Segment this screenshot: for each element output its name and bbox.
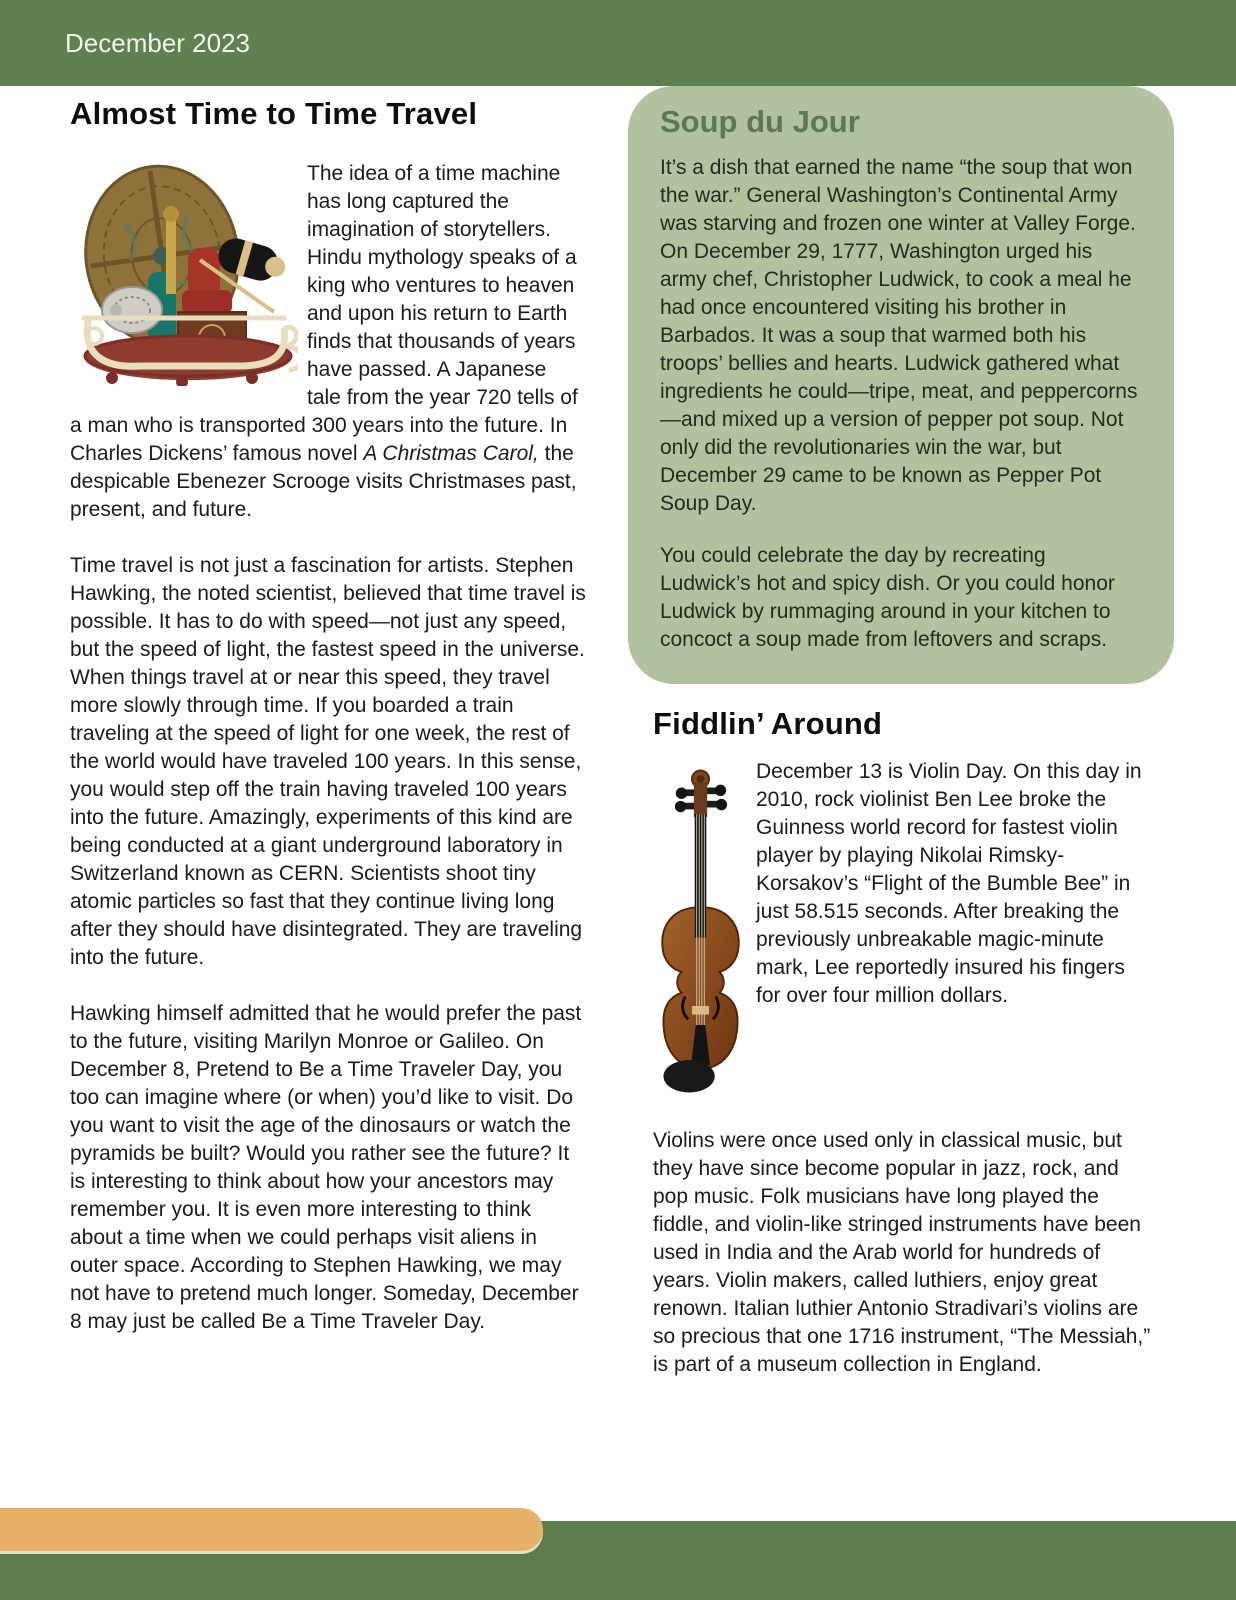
time-machine-image [70, 160, 298, 386]
paragraph-text: the despicable Ebenezer Scrooge visits Christmases past, present, and future. [70, 442, 577, 521]
soup-paragraph-2: You could celebrate the day by recreating Ludwick’s hot and spicy dish. Or you could honor Ludwick by rummaging around in your kitchen to concoct a soup made from leftovers and scraps. [660, 544, 1115, 651]
issue-date: December 2023 [65, 27, 250, 58]
violin-paragraph-1: December 13 is Violin Day. On this day in 2010, rock violinist Ben Lee broke the Guinness world record for fastest violin player by playing Nikolai Rimsky-Korsakov’s “Flight of the Bumble Bee” in just 58.515 seconds. After breaking the previously unbreakable magic-minute mark, Lee reportedly insured his fingers for over four million dollars. [756, 760, 1142, 1007]
soup-article [660, 154, 1141, 654]
fiddlin-title: Fiddlin’ Around [653, 706, 883, 741]
soup-paragraph-1: It’s a dish that earned the name “the soup that won the war.” General Washington’s Continental Army was starving and frozen one winter at Valley Forge. On December 29, 1777, Washington urged his army chef, Christopher Ludwick, to cook a meal he had once encountered visiting his brother in Barbados. It was a soup that warmed both his troops’ bellies and hearts. Ludwick gathered what ingredients he could—tripe, meat, and peppercorns—and mixed up a version of pepper pot soup. Not only did the revolutionaries win the war, but December 29 came to be known as Pepper Pot Soup Day. [660, 156, 1138, 515]
time-travel-paragraph-2: Time travel is not just a fascination for artists. Stephen Hawking, the noted scientist, believed that time travel is possible. It has to do with speed—not just any speed, but the speed of light, the fastest speed in the universe. When things travel at or near this speed, they travel more slowly through time. If you boarded a train traveling at the speed of light for one week, the rest of the world would have traveled 100 years. In this sense, you would step off the train having traveled 100 years into the future. Amazingly, experiments of this kind are being conducted at a giant underground laboratory in Switzerland known as CERN. Scientists shoot tiny atomic particles so fast that they continue living long after they should have disintegrated. They are traveling into the future. [70, 554, 586, 969]
violin-paragraph-2: Violins were once used only in classical music, but they have since become popular in jazz, rock, and pop music. Folk musicians have long played the fiddle, and violin-like stringed instruments have been used in India and the Arab world for hundreds of years. Violin makers, called luthiers, enjoy great renown. Italian luthier Antonio Stradivari’s violins are so precious that one 1716 instrument, “The Messiah,” is part of a museum collection in England. [653, 1129, 1151, 1376]
time-travel-title: Almost Time to Time Travel [70, 96, 478, 131]
header-bar [0, 0, 1236, 86]
time-travel-article [70, 160, 586, 1336]
left-column [70, 96, 586, 1336]
footer-accent-bar [0, 1508, 543, 1551]
right-column [628, 86, 1174, 1379]
violin-image [653, 758, 748, 1103]
book-title-italic: A Christmas Carol, [363, 442, 539, 465]
violin-article [653, 758, 1153, 1379]
time-travel-paragraph-3: Hawking himself admitted that he would prefer the past to the future, visiting Marilyn Monroe or Galileo. On December 8, Pretend to Be a Time Traveler Day, you too can imagine where (or when) you’d like to visit. Do you want to visit the age of the dinosaurs or watch the pyramids be built? Would you rather see the future? It is interesting to think about how your ancestors may remember you. It is even more interesting to think about a time when we could perhaps visit aliens in outer space. According to Stephen Hawking, we may not have to pretend much longer. Someday, December 8 may just be called Be a Time Traveler Day. [70, 1002, 582, 1333]
soup-title: Soup du Jour [660, 104, 860, 139]
paragraph-text: The idea of a time machine has long captured the imagination of storytellers. Hindu mythology speaks of a king who ventures to heaven and upon his return to Earth finds that thousands of years have passed. A Japanese tale from the year 720 tells of a man who is transported 300 years into the future. In Charles Dickens’ famous novel [70, 162, 578, 465]
fiddlin-around-section [653, 706, 1153, 1379]
soup-du-jour-box [628, 86, 1174, 684]
